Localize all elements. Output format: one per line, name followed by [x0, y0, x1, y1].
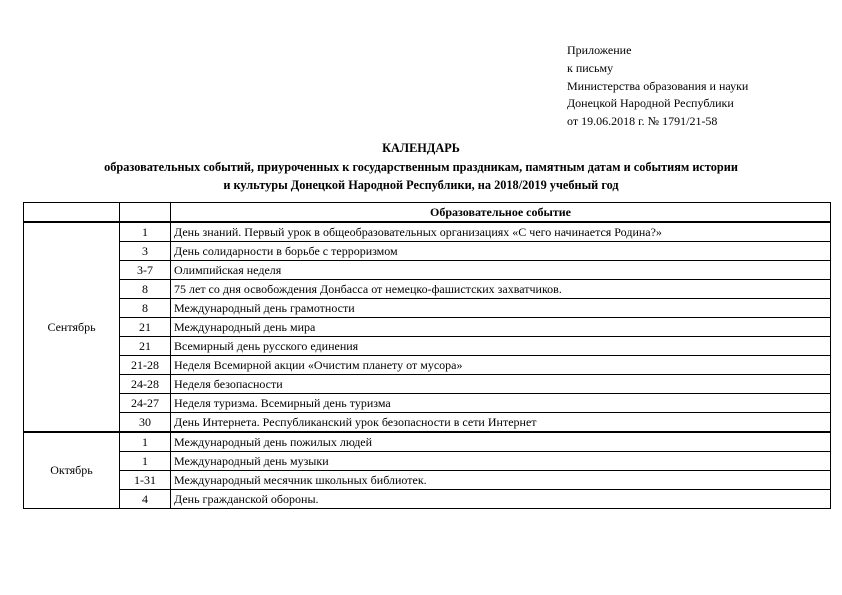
event-cell: Международный день пожилых людей — [171, 432, 831, 452]
date-cell: 3-7 — [120, 261, 171, 280]
document-title — [0, 139, 842, 195]
date-cell: 4 — [120, 490, 171, 509]
event-cell: День Интернета. Республиканский урок безопасности в сети Интернет — [171, 413, 831, 433]
appendix-line: Донецкой Народной Республики — [567, 96, 734, 111]
table-row — [24, 413, 831, 433]
events-table-body — [24, 203, 831, 509]
event-cell: Неделя Всемирной акции «Очистим планету от мусора» — [171, 356, 831, 375]
appendix-line: к письму — [567, 60, 614, 75]
event-cell: Международный день музыки — [171, 452, 831, 471]
table-row — [24, 280, 831, 299]
title-line-1: образовательных событий, приуроченных к государственным праздникам, памятным датам и событиям истории — [104, 159, 738, 174]
table-row — [24, 394, 831, 413]
appendix-line: Министерства образования и науки — [567, 78, 749, 93]
event-cell: Международный месячник школьных библиотек. — [171, 471, 831, 490]
table-row — [24, 356, 831, 375]
table-row — [24, 299, 831, 318]
event-cell: Международный день мира — [171, 318, 831, 337]
date-cell: 30 — [120, 413, 171, 433]
date-cell: 8 — [120, 280, 171, 299]
event-cell: День гражданской обороны. — [171, 490, 831, 509]
event-cell: Всемирный день русского единения — [171, 337, 831, 356]
table-row — [24, 452, 831, 471]
table-row — [24, 261, 831, 280]
date-cell: 1 — [120, 432, 171, 452]
table-row — [24, 432, 831, 452]
event-cell: День солидарности в борьбе с терроризмом — [171, 242, 831, 261]
event-cell: Олимпийская неделя — [171, 261, 831, 280]
date-cell: 24-28 — [120, 375, 171, 394]
date-cell: 1 — [120, 222, 171, 242]
appendix-block — [567, 42, 748, 131]
table-row — [24, 490, 831, 509]
title-line-2: и культуры Донецкой Народной Республики, на 2018/2019 учебный год — [223, 178, 619, 193]
event-cell: День знаний. Первый урок в общеобразовательных организациях «С чего начинается Родина?» — [171, 222, 831, 242]
table-row — [24, 222, 831, 242]
table-header-row — [24, 203, 831, 223]
event-cell: Неделя туризма. Всемирный день туризма — [171, 394, 831, 413]
events-table — [23, 202, 831, 509]
date-cell: 1 — [120, 452, 171, 471]
date-cell: 1-31 — [120, 471, 171, 490]
table-row — [24, 318, 831, 337]
appendix-line: Приложение — [567, 43, 632, 57]
header-month-cell — [24, 203, 120, 223]
date-cell: 24-27 — [120, 394, 171, 413]
date-cell: 3 — [120, 242, 171, 261]
appendix-line: от 19.06.2018 г. № 1791/21-58 — [567, 114, 718, 129]
date-cell: 8 — [120, 299, 171, 318]
title-heading: КАЛЕНДАРЬ — [382, 141, 460, 155]
event-cell: Неделя безопасности — [171, 375, 831, 394]
event-cell: 75 лет со дня освобождения Донбасса от немецко-фашистских захватчиков. — [171, 280, 831, 299]
header-date-cell — [120, 203, 171, 223]
table-row — [24, 375, 831, 394]
event-cell: Международный день грамотности — [171, 299, 831, 318]
month-cell: Октябрь — [24, 432, 120, 509]
table-row — [24, 337, 831, 356]
table-row — [24, 242, 831, 261]
date-cell: 21 — [120, 318, 171, 337]
date-cell: 21 — [120, 337, 171, 356]
table-row — [24, 471, 831, 490]
header-event-cell: Образовательное событие — [171, 203, 831, 223]
month-cell: Сентябрь — [24, 222, 120, 432]
date-cell: 21-28 — [120, 356, 171, 375]
